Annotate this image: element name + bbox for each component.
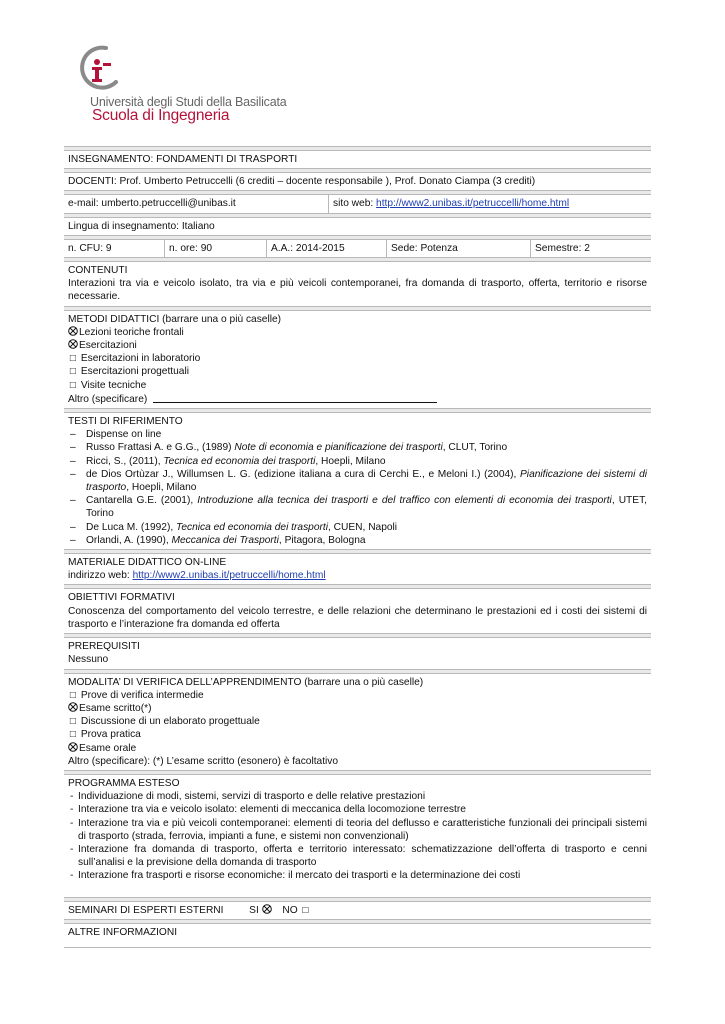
verifica-list xyxy=(68,689,647,755)
reference-title: Note di economia e pianificazione dei trasporti xyxy=(234,442,443,454)
reference-title: Introduzione alla tecnica dei trasporti e del traffico con elementi di economia dei trasporti xyxy=(197,495,612,507)
website-cell xyxy=(328,195,651,212)
metodi-altro xyxy=(68,392,647,406)
materiale-section xyxy=(64,554,651,584)
reference-text: de Dios Ortùzar J., Willumsen L. G. (edizione italiana a cura di Cerchi E., e Meloni I.) (2004), xyxy=(86,468,521,480)
checked-x-icon xyxy=(68,702,78,712)
empty-checkbox-icon: □ xyxy=(302,904,309,916)
metodi-option-label: Visite tecniche xyxy=(78,379,147,391)
school-name: Scuola di Ingegneria xyxy=(92,107,230,124)
programma-section xyxy=(64,775,651,885)
seminari-si-label: SI xyxy=(249,904,259,916)
reference-text: Dispense on line xyxy=(86,429,162,441)
verifica-option[interactable] xyxy=(68,728,647,741)
seminari-row xyxy=(64,902,651,919)
sede: Sede: Potenza xyxy=(386,240,530,257)
reference-item xyxy=(68,428,647,441)
reference-item xyxy=(68,534,647,547)
contenuti-text: Interazioni tra via e veicolo isolato, tra via e più veicoli contemporanei, fra domanda di trasporto, offerta, territorio e risorse necessarie. xyxy=(68,278,647,303)
reference-text: Cantarella G.E. (2001), xyxy=(86,495,198,507)
materiale-label: indirizzo web: xyxy=(68,570,133,582)
materiale-title: MATERIALE DIDATTICO ON-LINE xyxy=(68,557,227,569)
reference-text: De Luca M. (1992), xyxy=(86,521,177,533)
prerequisiti-title: PREREQUISITI xyxy=(68,641,140,653)
reference-publisher: , CUEN, Napoli xyxy=(328,521,398,533)
reference-text: Russo Frattasi A. e G.G., (1989) xyxy=(86,442,235,454)
reference-title: Tecnica ed economia dei trasporti xyxy=(176,521,328,533)
metodi-option-label: Esercitazioni xyxy=(79,340,137,352)
checked-x-icon xyxy=(68,326,78,336)
verifica-altro: Altro (specificare): (*) L’esame scritto (esonero) è facoltativo xyxy=(68,755,339,767)
semestre: Semestre: 2 xyxy=(530,240,651,257)
programma-item: - Interazione tra via e più veicoli contemporanei: elementi di teoria del deflusso e caratteristiche funzionali dei principali sistemi di trasporto (strada, ferrovia, impianti a fune, e sistemi non convenzionali) xyxy=(68,817,647,843)
empty-checkbox-icon: □ xyxy=(69,353,77,365)
verifica-option-label: Esame scritto(*) xyxy=(79,702,152,714)
reference-item xyxy=(68,494,647,520)
reference-item xyxy=(68,455,647,468)
lingua: Lingua di insegnamento: Italiano xyxy=(68,220,215,232)
verifica-option-label: Prove di verifica intermedie xyxy=(78,689,204,701)
verifica-option[interactable] xyxy=(68,742,647,755)
obiettivi-section xyxy=(64,589,651,633)
verifica-section xyxy=(64,674,651,770)
university-logo-icon xyxy=(70,44,130,94)
programma-list xyxy=(68,790,647,882)
reference-item xyxy=(68,521,647,534)
metodi-option-label: Lezioni teoriche frontali xyxy=(79,326,184,338)
metodi-title: METODI DIDATTICI (barrare una o più caselle) xyxy=(68,313,282,325)
reference-title: Tecnica ed economia dei trasporti xyxy=(163,455,316,467)
prerequisiti-section xyxy=(64,638,651,668)
reference-title: Pianificazione dei sistemi di trasporto xyxy=(86,468,647,494)
verifica-option[interactable] xyxy=(68,702,647,715)
empty-checkbox-icon: □ xyxy=(69,366,77,378)
contact-row xyxy=(64,195,651,212)
programma-item: - Interazione fra trasporti e risorse economiche: il mercato dei trasporti e la determinazione dei costi xyxy=(68,869,647,882)
metodi-option[interactable] xyxy=(68,379,647,392)
ore: n. ore: 90 xyxy=(164,240,266,257)
email: e-mail: umberto.petruccelli@unibas.it xyxy=(68,198,236,210)
programma-item: - Individuazione di modi, sistemi, servizi di trasporto e delle relative prestazioni xyxy=(68,790,647,803)
verifica-option[interactable] xyxy=(68,689,647,702)
seminari-no-label: NO xyxy=(282,904,298,916)
materiale-line xyxy=(68,569,647,582)
checked-x-icon xyxy=(68,742,78,752)
altre-title: ALTRE INFORMAZIONI xyxy=(68,926,178,938)
bottom-rule xyxy=(64,947,651,948)
seminari-no-checkbox[interactable] xyxy=(300,905,310,916)
verifica-option-label: Discussione di un elaborato progettuale xyxy=(78,716,260,728)
contenuti-title: CONTENUTI xyxy=(68,265,128,277)
contenuti-section xyxy=(64,262,651,306)
reference-title: Meccanica dei Trasporti xyxy=(171,534,279,546)
anno-accademico: A.A.: 2014-2015 xyxy=(266,240,386,257)
programma-title: PROGRAMMA ESTESO xyxy=(68,777,180,789)
obiettivi-text: Conoscenza del comportamento del veicolo terrestre, e delle relazioni che determinano le prestazioni ed i costi dei sistemi di trasporto e l’interazione fra domanda ed offerta xyxy=(68,605,647,630)
website-label: sito web: xyxy=(333,198,377,210)
website-link[interactable]: http://www2.unibas.it/petruccelli/home.html xyxy=(376,198,570,210)
empty-checkbox-icon: □ xyxy=(69,729,77,741)
seminari-label: SEMINARI DI ESPERTI ESTERNI xyxy=(68,904,224,916)
testi-list xyxy=(68,428,647,547)
logo xyxy=(70,44,130,94)
verifica-title: MODALITA’ DI VERIFICA DELL’APPRENDIMENTO (barrare una o più caselle) xyxy=(68,676,424,688)
docenti: DOCENTI: Prof. Umberto Petruccelli (6 crediti – docente responsabile ), Prof. Donato Ciampa (3 crediti) xyxy=(68,176,536,188)
reference-publisher: , UTET, Torino xyxy=(86,495,647,520)
altre-section xyxy=(64,924,651,941)
reference-text: Orlandi, A. (1990), xyxy=(86,534,172,546)
empty-checkbox-icon: □ xyxy=(69,379,77,391)
materiale-link[interactable]: http://www2.unibas.it/petruccelli/home.html xyxy=(132,570,326,582)
metodi-option[interactable] xyxy=(68,339,647,352)
testi-section xyxy=(64,413,651,549)
programma-item: - Interazione fra domanda di trasporto, offerta e territorio interessato: schematizzazione dell’offerta di trasporto e cenni sull’analisi e la previsione della domanda di trasporto xyxy=(68,843,647,869)
prerequisiti-text: Nessuno xyxy=(68,654,109,666)
metodi-option[interactable] xyxy=(68,352,647,365)
obiettivi-title: OBIETTIVI FORMATIVI xyxy=(68,592,175,604)
verifica-option[interactable] xyxy=(68,715,647,728)
metodi-option-label: Esercitazioni progettuali xyxy=(78,366,189,378)
programma-item: - Interazione tra via e veicolo isolato: elementi di meccanica della locomozione terrestre xyxy=(68,803,647,816)
verifica-option-label: Esame orale xyxy=(79,742,137,754)
reference-publisher: , CLUT, Torino xyxy=(442,442,508,454)
testi-title: TESTI DI RIFERIMENTO xyxy=(68,416,183,428)
reference-publisher: , Hoepli, Milano xyxy=(315,455,386,467)
metodi-altro-label: Altro (specificare) xyxy=(68,393,148,405)
cfu: n. CFU: 9 xyxy=(68,242,112,254)
altro-input-line[interactable] xyxy=(153,392,437,403)
empty-checkbox-icon: □ xyxy=(69,716,77,728)
metodi-section xyxy=(64,311,651,408)
reference-publisher: , Hoepli, Milano xyxy=(126,482,197,494)
checked-x-icon xyxy=(68,339,78,349)
info-row xyxy=(64,240,651,257)
university-name: Università degli Studi della Basilicata xyxy=(90,95,287,109)
metodi-option-label: Esercitazioni in laboratorio xyxy=(78,353,201,365)
seminari-si-checkbox[interactable] xyxy=(262,905,273,916)
metodi-option[interactable] xyxy=(68,365,647,378)
empty-checkbox-icon: □ xyxy=(69,689,77,701)
reference-item xyxy=(68,441,647,454)
metodi-list xyxy=(68,326,647,392)
metodi-option[interactable] xyxy=(68,326,647,339)
reference-text: Ricci, S., (2011), xyxy=(86,455,164,467)
verifica-option-label: Prova pratica xyxy=(78,729,141,741)
reference-publisher: , Pitagora, Bologna xyxy=(278,534,366,546)
insegnamento: INSEGNAMENTO: FONDAMENTI DI TRASPORTI xyxy=(68,154,298,165)
course-form xyxy=(64,146,651,948)
checked-x-icon xyxy=(262,904,272,914)
reference-item xyxy=(68,468,647,494)
